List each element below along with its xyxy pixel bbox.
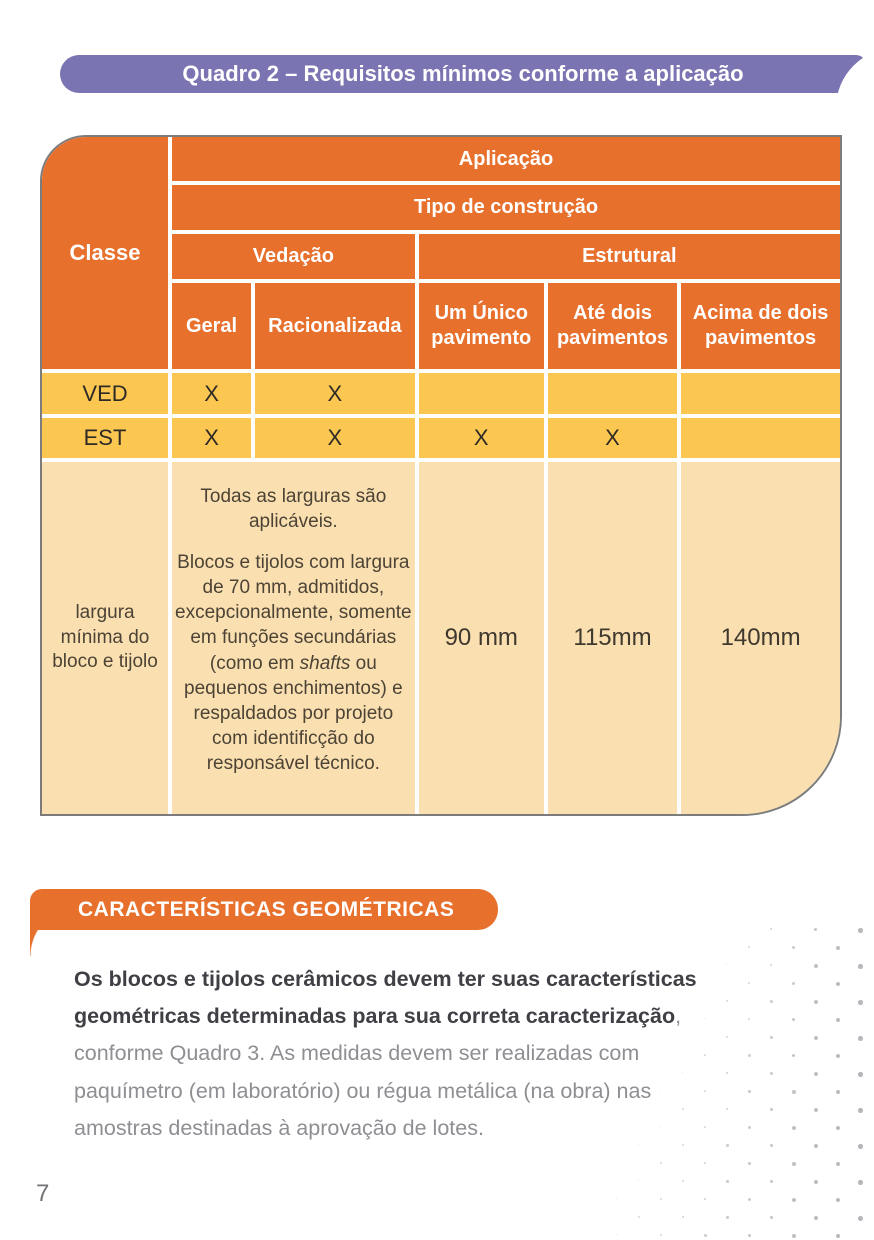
note-paragraph-2: Blocos e tijolos com largura de 70 mm, admitidos, excepcionalmente, somente em funções secundárias (como em shafts ou pequenos enchimentos) e respaldados por projeto com identificção do responsável técnico. [175, 552, 412, 774]
header-aplicacao: Aplicação [172, 137, 840, 185]
header-vedacao: Vedação [172, 234, 419, 283]
largura-note-cell [172, 462, 419, 814]
ved-acima-dois-mark [681, 373, 840, 418]
paragraph-bold-text: Os blocos e tijolos cerâmicos devem ter suas características geométricas determinadas para sua correta caracterização [74, 967, 697, 1029]
table-row-est [42, 418, 840, 462]
header-col-acima-dois: Acima de dois pavimentos [681, 283, 840, 373]
ved-racionalizada-mark: X [255, 373, 419, 418]
header-tipo-construcao: Tipo de construção [172, 185, 840, 234]
body-paragraph [74, 961, 734, 1147]
header-estrutural: Estrutural [419, 234, 840, 283]
section-title: CARACTERÍSTICAS GEOMÉTRICAS [78, 898, 455, 921]
row-label-est: EST [42, 418, 172, 462]
est-acima-dois-mark [681, 418, 840, 462]
largura-ate-dois-value: 115mm [548, 462, 681, 814]
largura-um-unico-value: 90 mm [419, 462, 548, 814]
requisitos-table [40, 135, 842, 816]
est-um-unico-mark: X [419, 418, 548, 462]
ved-ate-dois-mark [548, 373, 681, 418]
caracteristicas-geometricas-banner [30, 889, 498, 930]
header-col-ate-dois: Até dois pavimentos [548, 283, 681, 373]
ved-geral-mark: X [172, 373, 255, 418]
row-label-ved: VED [42, 373, 172, 418]
row-label-largura: largura mínima do bloco e tijolo [42, 462, 172, 814]
header-col-um-unico: Um Único pavimento [419, 283, 548, 373]
paragraph-regular-text: , conforme Quadro 3. As medidas devem ser realizadas com paquímetro (em laboratório) ou régua metálica (na obra) nas amostras destinadas à aprovação de lotes. [74, 1004, 682, 1140]
note-paragraph-1: Todas as larguras são aplicáveis. [200, 486, 387, 533]
est-geral-mark: X [172, 418, 255, 462]
ved-um-unico-mark [419, 373, 548, 418]
est-racionalizada-mark: X [255, 418, 419, 462]
table-row-largura [42, 462, 840, 814]
header-col-geral: Geral [172, 283, 255, 373]
page-number: 7 [36, 1180, 50, 1207]
quadro-2-banner [60, 55, 866, 93]
quadro-2-title: Quadro 2 – Requisitos mínimos conforme a aplicação [182, 61, 744, 86]
header-classe: Classe [42, 137, 172, 373]
largura-acima-dois-value: 140mm [681, 462, 840, 814]
header-col-racionalizada: Racionalizada [255, 283, 419, 373]
table-row-ved [42, 373, 840, 418]
est-ate-dois-mark: X [548, 418, 681, 462]
